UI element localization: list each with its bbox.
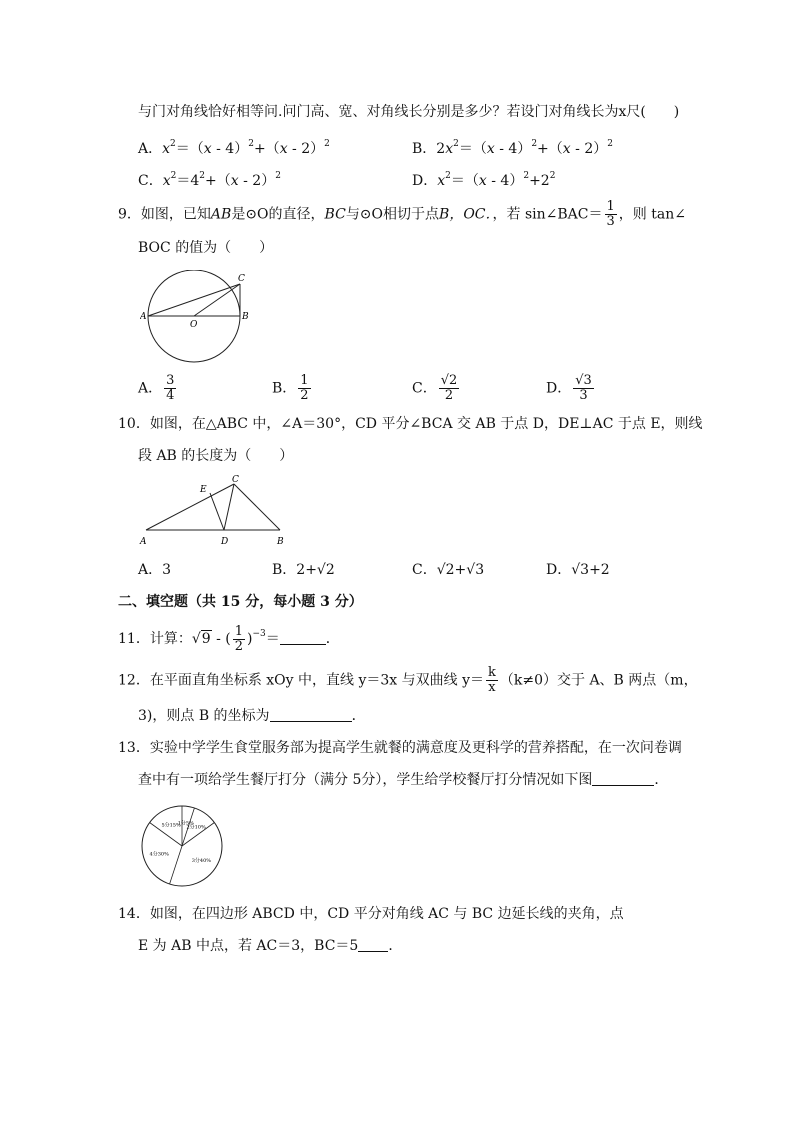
pie-label: 5分15% bbox=[161, 822, 181, 829]
q9-stem-line2: BOC 的值为（ ） bbox=[138, 240, 274, 256]
q12-answer-blank[interactable] bbox=[270, 707, 352, 722]
label-d: D bbox=[221, 537, 229, 547]
segment-oc bbox=[194, 284, 240, 316]
q10-option-c: C．√2+√3 bbox=[412, 562, 485, 578]
q9-sin-fraction: $\frac{1}{3}$ bbox=[606, 199, 615, 229]
q13-answer-blank[interactable] bbox=[592, 771, 654, 786]
q9-stem-line1: 9．如图，已知AB是⊙O的直径，BC与⊙O相切于点B，OC．，若 sin∠BAC＝ $\frac{1}{3}$ ，则 tan∠ bbox=[118, 199, 686, 229]
pie-slice-edge bbox=[170, 846, 182, 884]
q13-stem-line1: 13．实验中学学生食堂服务部为提高学生就餐的满意度及更科学的营养搭配，在一次问卷调 bbox=[118, 740, 682, 756]
q8-stem: 与门对角线恰好相等问.问门高、宽、对角线长分别是多少？若设门对角线长为x尺( ) bbox=[138, 104, 680, 120]
q10-figure-triangle bbox=[138, 474, 294, 550]
q9-figure-circle bbox=[140, 270, 252, 366]
segment-bc bbox=[234, 484, 280, 530]
label-a: A bbox=[140, 537, 147, 547]
segment-ac bbox=[148, 284, 240, 316]
q12-fraction: $\frac{k}{x}$ bbox=[487, 665, 496, 695]
pie-label: 3分40% bbox=[191, 858, 212, 865]
q13-pie-chart bbox=[138, 794, 228, 890]
q9-option-d: D． $\frac{√3}{3}$ bbox=[546, 373, 592, 403]
q10-stem-line2: 段 AB 的长度为（ ） bbox=[138, 448, 294, 464]
q9-option-c: C． $\frac{√2}{2}$ bbox=[412, 373, 458, 403]
segment-de bbox=[210, 493, 224, 530]
q14-answer-blank[interactable] bbox=[358, 937, 388, 952]
label-e: E bbox=[200, 485, 207, 495]
segment-ac bbox=[146, 484, 234, 530]
q12-stem-line2: 3)，则点 B 的坐标为 ． bbox=[138, 708, 366, 724]
q8-option-d: D．$x^2=(x - 4)^2+2^2$ bbox=[412, 171, 556, 189]
label-b: B bbox=[242, 312, 249, 322]
q8-option-c: C．$x^2=4^2+(x - 2)^2$ bbox=[138, 171, 281, 189]
q9-option-b: B． $\frac{1}{2}$ bbox=[272, 373, 309, 403]
segment-cd bbox=[224, 484, 234, 530]
label-a: A bbox=[140, 312, 147, 322]
pie-label: 1分5% bbox=[177, 820, 194, 827]
q11-stem: 11．计算：√9 - ( $\frac{1}{2}$ )$^{-3}$＝ ． bbox=[118, 623, 340, 654]
q14-stem-line1: 14．如图，在四边形 ABCD 中，CD 平分对角线 AC 与 BC 边延长线的夹角，点 bbox=[118, 906, 624, 922]
pie-label: 2分10% bbox=[186, 824, 206, 831]
q10-stem-line1: 10．如图，在△ABC 中，∠A＝30°，CD 平分∠BCA 交 AB 于点 D，DE⊥AC 于点 E，则线 bbox=[118, 416, 703, 432]
q8-option-b: B．$2x^2=(x - 4)^2+(x - 2)^2$ bbox=[412, 139, 613, 157]
q11-answer-blank[interactable] bbox=[280, 630, 326, 645]
label-b: B bbox=[277, 537, 284, 547]
q10-option-b: B．2+√2 bbox=[272, 562, 335, 578]
q12-stem-line1: 12．在平面直角坐标系 xOy 中，直线 y＝3x 与双曲线 y＝ $\frac{k}{x}$ （k≠0）交于 A、B 两点（m， bbox=[118, 665, 698, 695]
section-title: 二、填空题（共 15 分，每小题 3 分） bbox=[118, 594, 363, 610]
q10-option-d: D．√3+2 bbox=[546, 562, 610, 578]
label-c: C bbox=[238, 274, 245, 284]
pie-label: 4分30% bbox=[149, 851, 169, 858]
label-o: O bbox=[190, 320, 198, 330]
q13-stem-line2: 查中有一项给学生餐厅打分（满分 5分），学生给学校餐厅打分情况如下图 ． bbox=[138, 772, 669, 788]
q8-option-a: A．$x^2=(x - 4)^2+(x - 2)^2$ bbox=[138, 139, 330, 157]
q9-option-a: A． $\frac{3}{4}$ bbox=[138, 373, 175, 403]
label-c: C bbox=[232, 475, 239, 485]
q14-stem-line2: E 为 AB 中点，若 AC＝3，BC＝5 ． bbox=[138, 938, 403, 954]
q10-option-a: A．3 bbox=[138, 562, 172, 578]
